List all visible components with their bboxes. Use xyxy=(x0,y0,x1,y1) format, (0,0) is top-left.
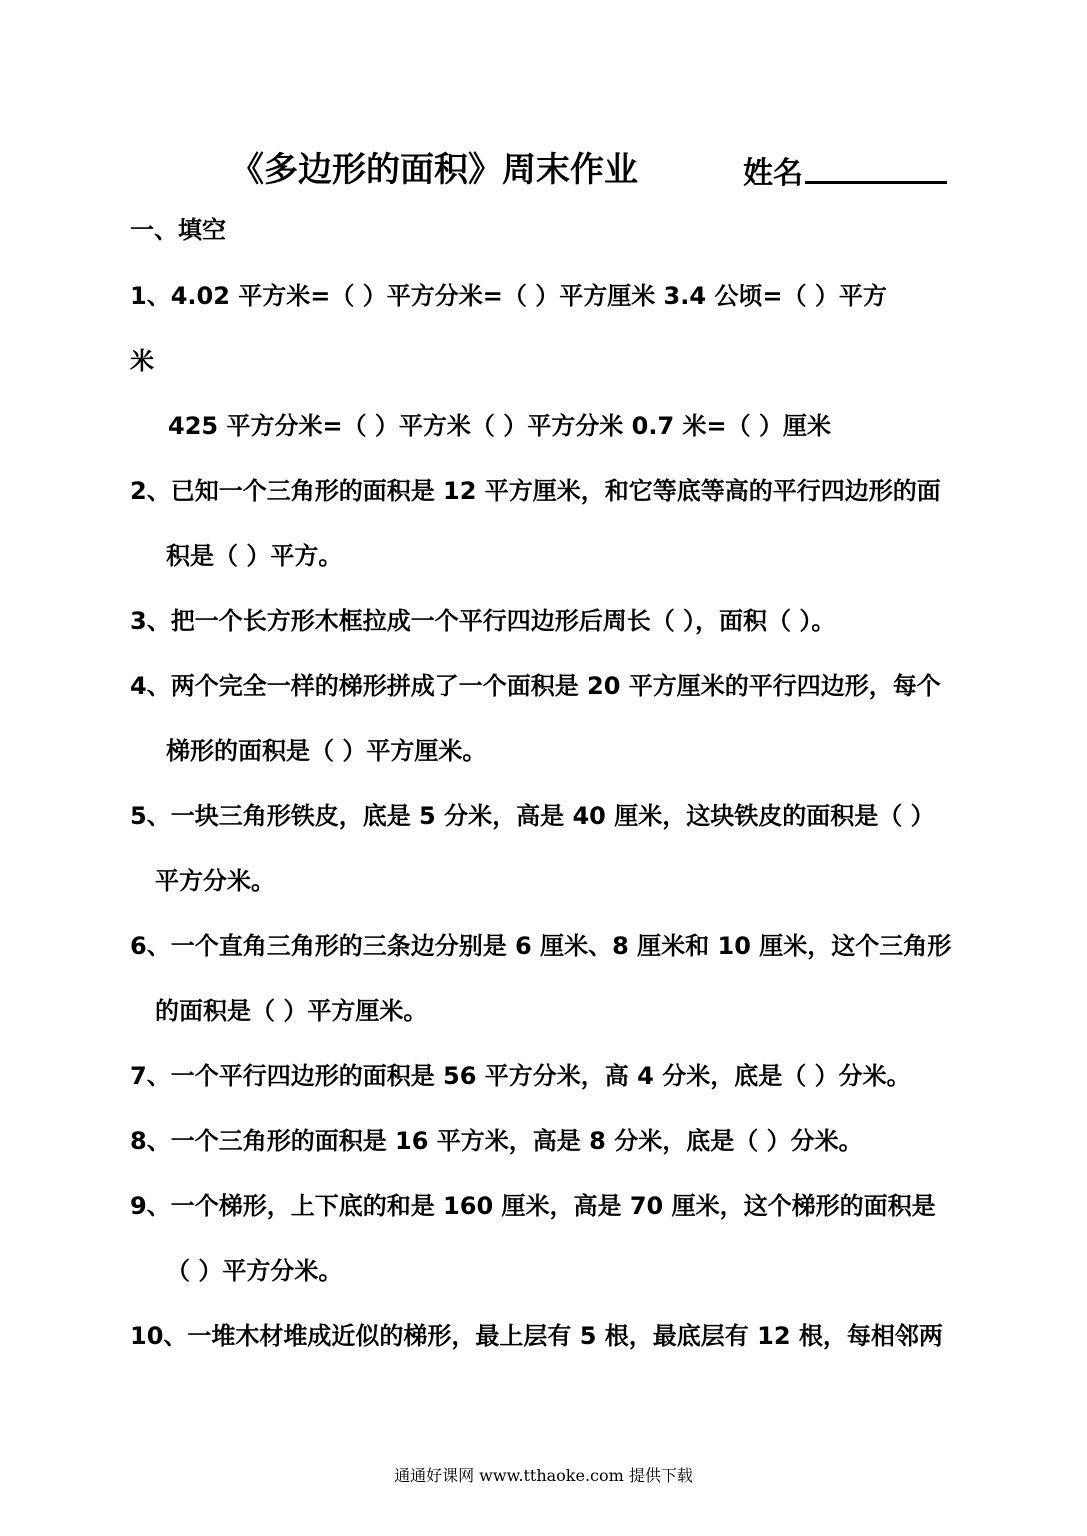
question-line: 5、一块三角形铁皮，底是 5 分米，高是 40 厘米，这块铁皮的面积是（ ） xyxy=(130,802,935,830)
question-line: 4、两个完全一样的梯形拼成了一个面积是 20 平方厘米的平行四边形，每个 xyxy=(130,672,941,700)
question-line: 425 平方分米=（ ）平方米（ ）平方分米 0.7 米=（ ）厘米 xyxy=(168,412,831,440)
question-line: 10、一堆木材堆成近似的梯形，最上层有 5 根，最底层有 12 根，每相邻两 xyxy=(130,1322,943,1350)
question-line: 2、已知一个三角形的面积是 12 平方厘米，和它等底等高的平行四边形的面 xyxy=(130,477,941,505)
question-line: 积是（ ）平方。 xyxy=(166,542,343,570)
section-heading: 一、填空 xyxy=(130,216,226,244)
question-line: 6、一个直角三角形的三条边分别是 6 厘米、8 厘米和 10 厘米，这个三角形 xyxy=(130,932,952,960)
question-line: 9、一个梯形，上下底的和是 160 厘米，高是 70 厘米，这个梯形的面积是 xyxy=(130,1192,936,1220)
question-line: 3、把一个长方形木框拉成一个平行四边形后周长（ ），面积（ ）。 xyxy=(130,607,836,635)
page-title: 《多边形的面积》周末作业 xyxy=(230,150,638,190)
name-blank-line xyxy=(805,181,947,184)
question-line: 1、4.02 平方米=（ ）平方分米=（ ）平方厘米 3.4 公顷=（ ）平方 xyxy=(130,282,887,310)
question-line: （ ）平方分米。 xyxy=(166,1257,343,1285)
question-line: 米 xyxy=(130,347,154,375)
question-line: 的面积是（ ）平方厘米。 xyxy=(155,997,428,1025)
question-line: 7、一个平行四边形的面积是 56 平方分米，高 4 分米，底是（ ）分米。 xyxy=(130,1062,911,1090)
question-line: 平方分米。 xyxy=(155,867,275,895)
name-label: 姓名 xyxy=(743,156,803,191)
question-line: 梯形的面积是（ ）平方厘米。 xyxy=(166,737,487,765)
footer-credit: 通通好课网 www.tthaoke.com 提供下载 xyxy=(394,1466,693,1485)
question-line: 8、一个三角形的面积是 16 平方米，高是 8 分米，底是（ ）分米。 xyxy=(130,1127,863,1155)
